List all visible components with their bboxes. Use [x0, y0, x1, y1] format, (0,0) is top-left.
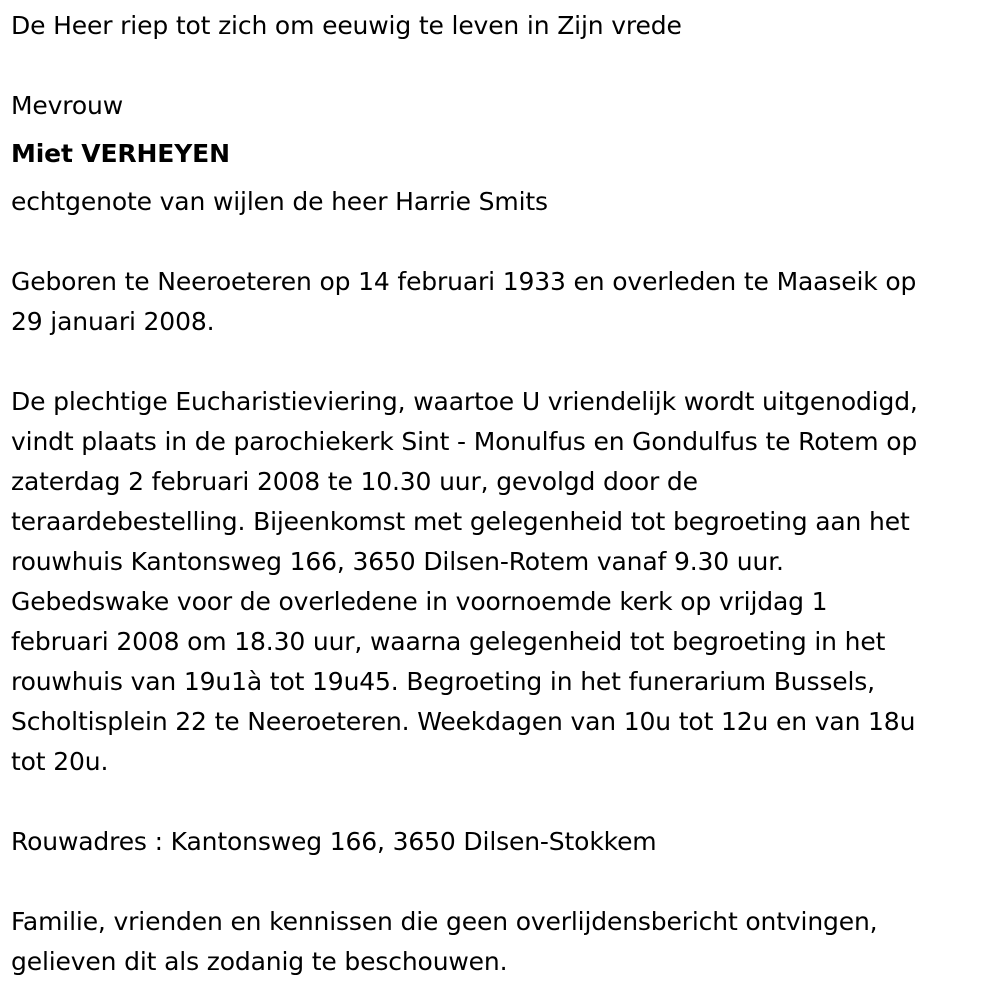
text-line: februari 2008 om 18.30 uur, waarna gelegenheid tot begroeting in het: [11, 627, 886, 656]
text-line: Familie, vrienden en kennissen die geen overlijdensbericht ontvingen,: [11, 907, 878, 936]
spacer: [11, 862, 996, 902]
text-line: rouwhuis van 19u1à tot 19u45. Begroeting in het funerarium Bussels,: [11, 667, 875, 696]
ceremony-paragraph: [11, 382, 996, 782]
salutation: Mevrouw: [11, 91, 124, 120]
text-line: Scholtisplein 22 te Neeroeteren. Weekdagen van 10u tot 12u en van 18u: [11, 707, 916, 736]
text-line: Geboren te Neeroeteren op 14 februari 1933 en overleden te Maaseik op: [11, 267, 917, 296]
mourning-address: Rouwadres : Kantonsweg 166, 3650 Dilsen-Stokkem: [11, 827, 657, 856]
spacer: [11, 782, 996, 822]
spacer: [11, 46, 996, 86]
spacer: [11, 222, 996, 262]
text-line: 29 januari 2008.: [11, 307, 215, 336]
text-line: De plechtige Eucharistieviering, waartoe U vriendelijk wordt uitgenodigd,: [11, 387, 918, 416]
birth-death-paragraph: [11, 262, 996, 342]
spacer: [11, 342, 996, 382]
text-line: Gebedswake voor de overledene in voornoemde kerk op vrijdag 1: [11, 587, 828, 616]
text-line: teraardebestelling. Bijeenkomst met gelegenheid tot begroeting aan het: [11, 507, 910, 536]
text-line: rouwhuis Kantonsweg 166, 3650 Dilsen-Rotem vanaf 9.30 uur.: [11, 547, 784, 576]
closing-paragraph: [11, 902, 996, 982]
text-line: gelieven dit als zodanig te beschouwen.: [11, 947, 508, 976]
text-line: vindt plaats in de parochiekerk Sint - Monulfus en Gondulfus te Rotem op: [11, 427, 918, 456]
deceased-name: Miet VERHEYEN: [11, 139, 230, 168]
text-line: tot 20u.: [11, 747, 109, 776]
opening-line: De Heer riep tot zich om eeuwig te leven in Zijn vrede: [11, 11, 682, 40]
death-notice: [11, 6, 996, 982]
spouse-line: echtgenote van wijlen de heer Harrie Smits: [11, 187, 548, 216]
text-line: zaterdag 2 februari 2008 te 10.30 uur, gevolgd door de: [11, 467, 698, 496]
